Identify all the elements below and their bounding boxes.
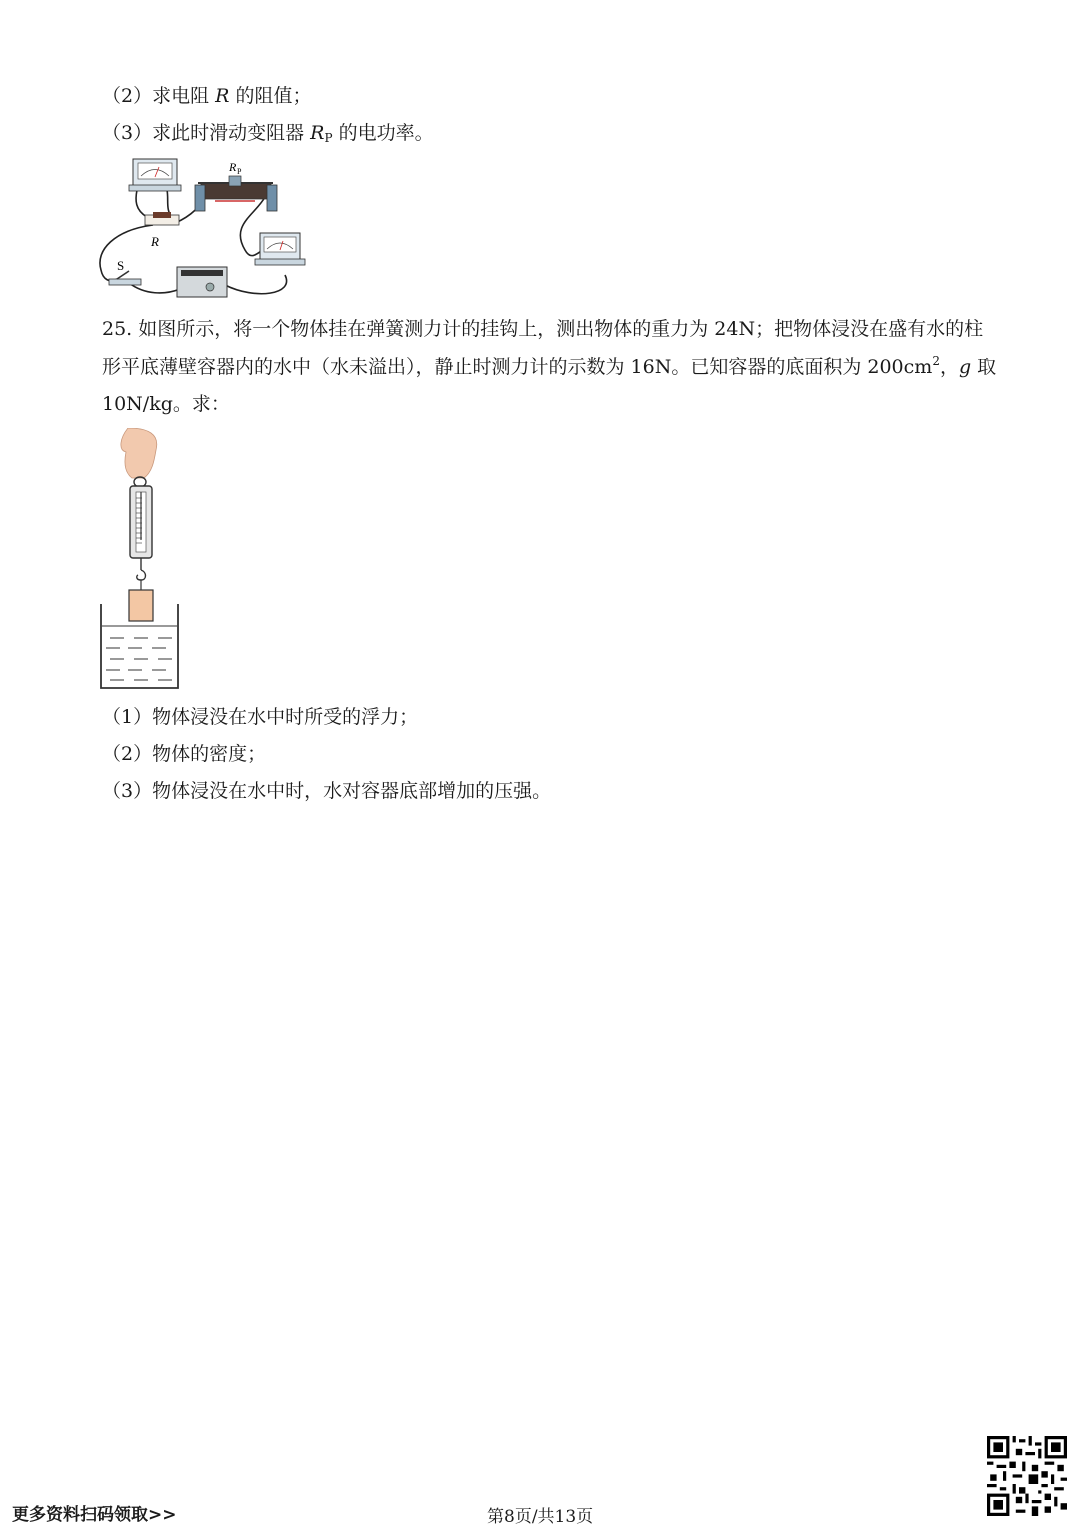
switch-s	[109, 271, 141, 285]
q24-part2-prefix: （2）求电阻	[102, 85, 216, 107]
spring-scale-figure	[98, 428, 182, 690]
qr-code	[987, 1436, 1067, 1516]
q24-part3-prefix: （3）求此时滑动变阻器	[102, 122, 311, 144]
q24-part2-var: R	[215, 85, 230, 107]
ammeter	[255, 233, 305, 265]
q25-line2-suffix: 取	[971, 356, 997, 378]
q24-part3-var: R	[310, 122, 325, 144]
q25-part3: （3）物体浸没在水中时，水对容器底部增加的压强。	[102, 780, 552, 802]
power-supply	[177, 267, 227, 297]
q25-line2-mid: ，	[939, 356, 959, 378]
block	[129, 590, 153, 621]
q25-line2-var: g	[958, 356, 972, 378]
q25-part1: （1）物体浸没在水中时所受的浮力；	[102, 706, 419, 728]
q25-line3: 10N/kg。求：	[102, 393, 230, 415]
q25-line1: 25. 如图所示，将一个物体挂在弹簧测力计的挂钩上，测出物体的重力为 24N；把物体浸没在盛有水的柱	[102, 318, 984, 340]
q24-part3-sub: P	[324, 131, 333, 145]
q24-part3-suffix: 的电功率。	[332, 122, 434, 144]
page-number: 第8页/共13页	[487, 1507, 594, 1527]
q24-part3	[102, 121, 434, 147]
q25-line2-prefix: 形平底薄壁容器内的水中（水未溢出），静止时测力计的示数为 16N。已知容器的底面积为 200cm	[102, 356, 933, 378]
circuit-figure	[95, 155, 310, 305]
q24-part2-suffix: 的阻值；	[229, 85, 312, 107]
r-label: R	[151, 234, 159, 249]
hand	[121, 428, 157, 478]
water	[102, 626, 177, 680]
rheostat	[195, 176, 277, 211]
rp-label-sub: P	[237, 167, 242, 176]
rp-label: R	[229, 160, 237, 174]
q24-part2	[102, 84, 312, 108]
wire	[136, 190, 147, 217]
s-label: S	[117, 258, 125, 273]
voltmeter	[129, 159, 181, 191]
q25-line2-sup: 2	[932, 354, 940, 368]
q25-line2	[102, 355, 996, 381]
resistor-r	[145, 212, 179, 225]
footer-promo-text: 更多资料扫码领取>>	[12, 1505, 177, 1525]
q25-part2: （2）物体的密度；	[102, 743, 267, 765]
